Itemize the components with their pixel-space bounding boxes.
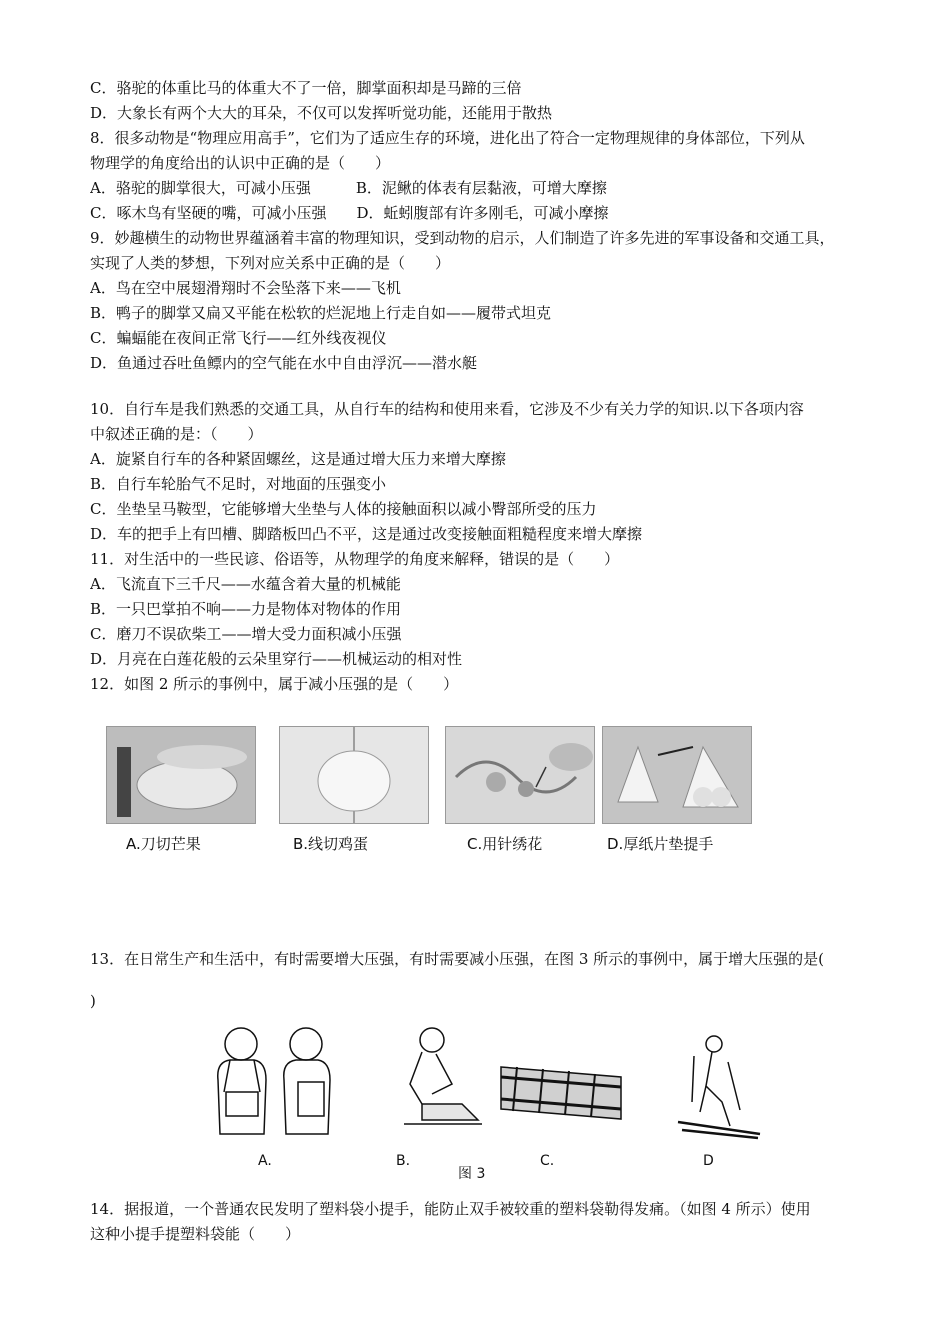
q12-stem: 12．如图 2 所示的事例中，属于减小压强的是（ ） (90, 675, 459, 693)
thread-egg-illustration (280, 727, 428, 823)
q11-option-b: B．一只巴掌拍不响——力是物体对物体的作用 (90, 600, 402, 618)
q14-stem-line2: 这种小提手提塑料袋能（ ） (90, 1225, 301, 1243)
fig3-label-c: C. (540, 1153, 555, 1169)
q8-stem-line1: 8．很多动物是“物理应用高手”，它们为了适应生存的环境，进化出了符合一定物理规律的身体部位，下列从 (90, 129, 805, 147)
q10-option-d: D．车的把手上有凹槽、脚踏板凹凸不平，这是通过改变接触面粗糙程度来增大摩擦 (90, 525, 643, 543)
q7-option-c: C．骆驼的体重比马的体重大不了一倍，脚掌面积却是马蹄的三倍 (90, 79, 522, 97)
q11-option-a: A．飞流直下三千尺——水蕴含着大量的机械能 (90, 575, 401, 593)
photo-cardboard-handle (602, 726, 752, 824)
q7-option-d: D．大象长有两个大大的耳朵，不仅可以发挥听觉功能，还能用于散热 (90, 104, 553, 122)
q8-stem-line2: 物理学的角度给出的认识中正确的是（ ） (90, 154, 391, 172)
caption-c: C.用针绣花 (467, 835, 543, 853)
knife-mango-illustration (107, 727, 255, 823)
q11-option-d: D．月亮在白莲花般的云朵里穿行——机械运动的相对性 (90, 650, 463, 668)
fig3-title: 图 3 (458, 1166, 486, 1182)
railway-track-sketch (497, 1057, 625, 1127)
q13-stem-line1: 13．在日常生产和生活中，有时需要增大压强，有时需要减小压强，在图 3 所示的事例中，属于增大压强的是( (90, 950, 825, 968)
fig3-label-b: B. (396, 1153, 411, 1169)
children-backpacks-sketch (206, 1022, 346, 1140)
q11-option-c: C．磨刀不误砍柴工——增大受力面积减小压强 (90, 625, 402, 643)
q10-stem-line1: 10．自行车是我们熟悉的交通工具，从自行车的结构和使用来看，它涉及不少有关力学的知识.以下各项内容 (90, 400, 804, 418)
q9-option-a: A．鸟在空中展翅滑翔时不会坠落下来——飞机 (90, 279, 401, 297)
q9-option-b: B．鸭子的脚掌又扁又平能在松软的烂泥地上行走自如——履带式坦克 (90, 304, 552, 322)
photo-knife-cutting-mango (106, 726, 256, 824)
q14-stem-line1: 14．据报道，一个普通农民发明了塑料袋小提手，能防止双手被较重的塑料袋勒得发痛。（如图 4 所示）使用 (90, 1200, 811, 1218)
q9-stem-line1: 9．妙趣横生的动物世界蕴涵着丰富的物理知识，受到动物的启示，人们制造了许多先进的军事设备和交通工具， (90, 229, 835, 247)
q10-option-b: B．自行车轮胎气不足时，对地面的压强变小 (90, 475, 387, 493)
fig3-label-d: D (703, 1153, 714, 1169)
photo-thread-cutting-egg (279, 726, 429, 824)
cardboard-handle-illustration (603, 727, 751, 823)
q8-options-ab: A．骆驼的脚掌很大，可减小压强 B．泥鳅的体表有层黏液，可增大摩擦 (90, 179, 607, 197)
caption-b: B.线切鸡蛋 (293, 835, 369, 853)
q13-stem-line2: ) (90, 992, 96, 1010)
fig3-label-a: A. (258, 1153, 272, 1169)
skier-sketch (670, 1030, 766, 1140)
q10-option-c: C．坐垫呈马鞍型，它能够增大坐垫与人体的接触面积以减小臀部所受的压力 (90, 500, 597, 518)
q10-option-a: A．旋紧自行车的各种紧固螺丝，这是通过增大压力来增大摩擦 (90, 450, 506, 468)
q11-stem: 11．对生活中的一些民谚、俗语等，从物理学的角度来解释，错误的是（ ） (90, 550, 620, 568)
q8-options-cd: C．啄木鸟有坚硬的嘴，可减小压强 D．蚯蚓腹部有许多刚毛，可减小摩擦 (90, 204, 609, 222)
q9-option-d: D．鱼通过吞吐鱼鳔内的空气能在水中自由浮沉——潜水艇 (90, 354, 478, 372)
photo-needle-embroidery (445, 726, 595, 824)
q9-option-c: C．蝙蝠能在夜间正常飞行——红外线夜视仪 (90, 329, 387, 347)
q9-stem-line2: 实现了人类的梦想，下列对应关系中正确的是（ ） (90, 254, 451, 272)
person-kneeling-sketch (392, 1024, 488, 1134)
needle-embroidery-illustration (446, 727, 594, 823)
q10-stem-line2: 中叙述正确的是：（ ） (90, 425, 263, 443)
caption-a: A.刀切芒果 (126, 835, 201, 853)
caption-d: D.厚纸片垫提手 (607, 835, 714, 853)
